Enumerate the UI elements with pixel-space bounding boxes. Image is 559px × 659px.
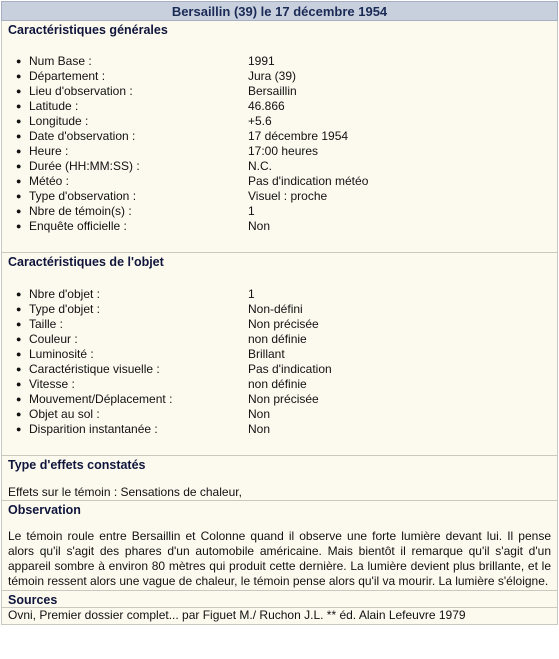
list-item (16, 302, 551, 317)
list-item (16, 422, 551, 437)
item-value: non définie (248, 377, 307, 391)
list-item (16, 174, 551, 189)
object-heading: Caractéristiques de l'objet (8, 255, 164, 269)
bullet-icon: ● (16, 161, 22, 171)
effects-text: Effets sur le témoin : Sensations de chaleur, (8, 485, 242, 499)
item-value: non définie (248, 332, 307, 346)
spacer (8, 517, 551, 529)
item-label: Couleur : (29, 332, 78, 346)
sources-heading: Sources (8, 593, 58, 607)
item-value: Brillant (248, 347, 285, 361)
list-item (16, 129, 551, 144)
bullet-icon: ● (16, 349, 22, 359)
item-label: Caractéristique visuelle : (29, 362, 160, 376)
bullet-icon: ● (16, 364, 22, 374)
bullet-icon: ● (16, 409, 22, 419)
item-label: Type d'objet : (29, 302, 101, 316)
list-item (16, 347, 551, 362)
spacer (8, 269, 551, 287)
list-item (16, 377, 551, 392)
item-label: Mouvement/Déplacement : (29, 392, 173, 406)
list-item (16, 99, 551, 114)
bullet-icon: ● (16, 289, 22, 299)
page-title: Bersaillin (39) le 17 décembre 1954 (1, 1, 558, 21)
observation-text: Le témoin roule entre Bersaillin et Colonne quand il observe une forte lumière devant lui. Il pense alors qu'il s'agit des phares d'un automobile américaine. Mais bientôt il remarque qu'il s'agit d'un appareil sombre à environ 80 mètres qui produit cette dernière. La lumière devient plus brillante, et le témoin ressent alors une vague de chaleur, le témoin pense alors qu'il va mourir. La lumière s'éloigne. (8, 529, 551, 588)
item-label: Département : (29, 69, 106, 83)
list-item (16, 317, 551, 332)
item-value: Non-défini (248, 302, 303, 316)
item-label: Disparition instantanée : (29, 422, 158, 436)
list-item (16, 159, 551, 174)
item-value: Pas d'indication (248, 362, 332, 376)
general-list (8, 54, 551, 234)
bullet-icon: ● (16, 394, 22, 404)
bullet-icon: ● (16, 146, 22, 156)
list-item (16, 84, 551, 99)
list-item (16, 204, 551, 219)
bullet-icon: ● (16, 221, 22, 231)
item-value: Jura (39) (248, 69, 297, 83)
item-label: Météo : (29, 174, 70, 188)
bullet-icon: ● (16, 334, 22, 344)
list-item (16, 332, 551, 347)
item-label: Luminosité : (29, 347, 94, 361)
effects-heading: Type d'effets constatés (8, 458, 146, 472)
item-label: Nbre de témoin(s) : (29, 204, 132, 218)
bullet-icon: ● (16, 176, 22, 186)
item-value: N.C. (248, 159, 272, 173)
list-item (16, 189, 551, 204)
bullet-icon: ● (16, 131, 22, 141)
bullet-icon: ● (16, 86, 22, 96)
item-value: Non précisée (248, 317, 319, 331)
item-value: Non (248, 407, 271, 421)
item-label: Date d'observation : (29, 129, 136, 143)
spacer (8, 437, 551, 455)
bullet-icon: ● (16, 191, 22, 201)
item-label: Vitesse : (29, 377, 75, 391)
item-value: 1 (248, 287, 255, 301)
item-label: Heure : (29, 144, 69, 158)
item-value: Non (248, 422, 271, 436)
item-label: Latitude : (29, 99, 79, 113)
bullet-icon: ● (16, 424, 22, 434)
list-item (16, 114, 551, 129)
bullet-icon: ● (16, 206, 22, 216)
spacer (8, 234, 551, 252)
sources-text: Ovni, Premier dossier complet... par Figuet M./ Ruchon J.L. ** éd. Alain Lefeuvre 1979 (8, 608, 466, 622)
item-label: Taille : (29, 317, 64, 331)
item-value: Pas d'indication météo (248, 174, 369, 188)
item-label: Longitude : (29, 114, 89, 128)
item-label: Objet au sol : (29, 407, 100, 421)
list-item (16, 69, 551, 84)
report-box (1, 21, 558, 625)
spacer (8, 37, 551, 54)
item-label: Enquête officielle : (29, 219, 127, 233)
item-value: Non précisée (248, 392, 319, 406)
list-item (16, 407, 551, 422)
item-label: Num Base : (29, 54, 92, 68)
spacer (8, 472, 551, 485)
item-label: Nbre d'objet : (29, 287, 100, 301)
item-value: Visuel : proche (248, 189, 328, 203)
item-value: 17:00 heures (248, 144, 319, 158)
list-item (16, 219, 551, 234)
item-value: 1991 (248, 54, 275, 68)
list-item (16, 392, 551, 407)
bullet-icon: ● (16, 379, 22, 389)
item-label: Durée (HH:MM:SS) : (29, 159, 140, 173)
item-value: Non (248, 219, 271, 233)
bullet-icon: ● (16, 56, 22, 66)
bullet-icon: ● (16, 71, 22, 81)
bullet-icon: ● (16, 304, 22, 314)
list-item (16, 144, 551, 159)
item-value: 46.866 (248, 99, 285, 113)
bullet-icon: ● (16, 101, 22, 111)
object-list (8, 287, 551, 437)
list-item (16, 362, 551, 377)
item-value: 17 décembre 1954 (248, 129, 349, 143)
bullet-icon: ● (16, 116, 22, 126)
general-heading: Caractéristiques générales (8, 23, 168, 37)
item-label: Lieu d'observation : (29, 84, 133, 98)
item-value: +5.6 (248, 114, 272, 128)
list-item (16, 287, 551, 302)
item-value: 1 (248, 204, 255, 218)
observation-heading: Observation (8, 503, 81, 517)
item-value: Bersaillin (248, 84, 297, 98)
list-item (16, 54, 551, 69)
bullet-icon: ● (16, 319, 22, 329)
item-label: Type d'observation : (29, 189, 137, 203)
